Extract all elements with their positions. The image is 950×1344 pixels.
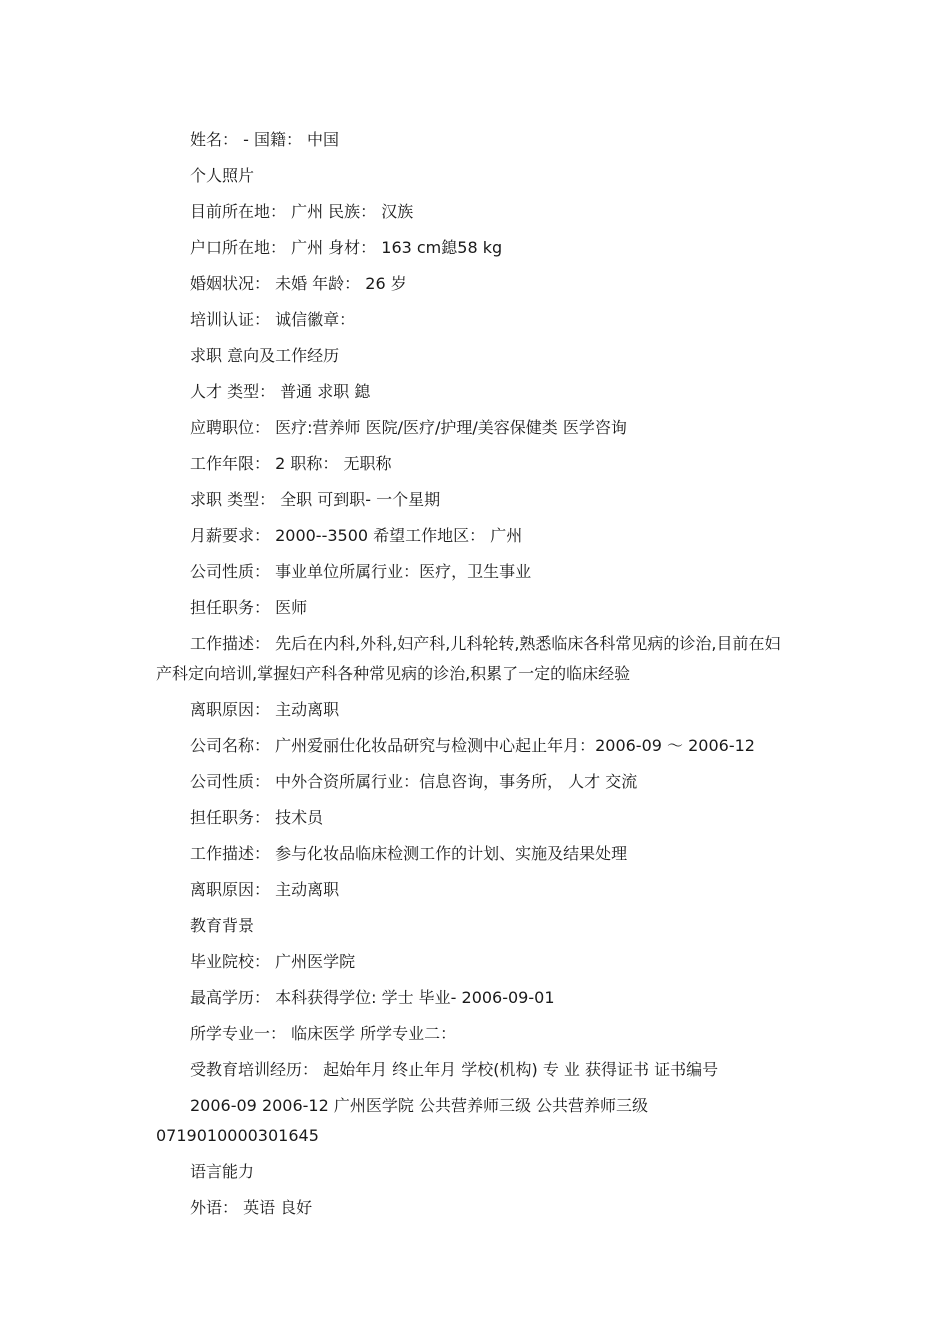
section-heading-intention: 求职 意向及工作经历 xyxy=(190,346,340,365)
location-ethnicity-line: 目前所在地： 广州 民族： 汉族 xyxy=(190,202,414,221)
foreign-language-line: 外语： 英语 良好 xyxy=(190,1198,313,1217)
position-applied-line: 应聘职位： 医疗:营养师 医院/医疗/护理/美容保健类 医学咨询 xyxy=(190,418,627,437)
company-nature-line-1: 公司性质： 事业单位所属行业：医疗，卫生事业 xyxy=(190,562,532,581)
job-type-line: 求职 类型： 全职 可到职- 一个星期 xyxy=(190,490,441,509)
section-heading-language: 语言能力 xyxy=(190,1162,255,1181)
hukou-height-line: 户口所在地： 广州 身材： 163 cm鎴58 kg xyxy=(190,238,503,257)
company-nature-line-2: 公司性质： 中外合资所属行业：信息咨询，事务所， 人才 交流 xyxy=(190,772,638,791)
work-years-line: 工作年限： 2 职称： 无职称 xyxy=(190,454,392,473)
job-description-line-1: 工作描述： 先后在内科,外科,妇产科,儿科轮转,熟悉临床各科常见病的诊治,目前在妇产科定向培训,掌握妇产科各种常见病的诊治,积累了一定的临床经验 xyxy=(156,634,781,683)
job-description-line-2: 工作描述： 参与化妆品临床检测工作的计划、实施及结果处理 xyxy=(190,844,628,863)
leave-reason-line-1: 离职原因： 主动离职 xyxy=(190,700,340,719)
job-title-line-1: 担任职务： 医师 xyxy=(190,598,308,617)
training-header-line: 受教育培训经历： 起始年月 终止年月 学校(机构) 专 业 获得证书 证书编号 xyxy=(190,1060,719,1079)
company-name-line: 公司名称： 广州爱丽仕化妆品研究与检测中心起止年月：2006-09 ～ 2006-12 xyxy=(190,736,755,755)
talent-type-line: 人才 类型： 普通 求职 鎴 xyxy=(190,382,371,401)
school-line: 毕业院校： 广州医学院 xyxy=(190,952,356,971)
salary-area-line: 月薪要求： 2000--3500 希望工作地区： 广州 xyxy=(190,526,523,545)
training-record-line: 2006-09 2006-12 广州医学院 公共营养师三级 公共营养师三级 0719010000301645 xyxy=(156,1096,649,1145)
section-heading-education: 教育背景 xyxy=(190,916,255,935)
photo-label: 个人照片 xyxy=(190,166,255,185)
resume-content xyxy=(156,122,796,1226)
leave-reason-line-2: 离职原因： 主动离职 xyxy=(190,880,340,899)
name-nationality-line: 姓名： - 国籍： 中国 xyxy=(190,130,340,149)
degree-line: 最高学历： 本科获得学位: 学士 毕业- 2006-09-01 xyxy=(190,988,555,1007)
marital-age-line: 婚姻状况： 未婚 年龄： 26 岁 xyxy=(190,274,407,293)
certification-line: 培训认证： 诚信徽章： xyxy=(190,310,356,329)
job-title-line-2: 担任职务： 技术员 xyxy=(190,808,324,827)
major-line: 所学专业一： 临床医学 所学专业二： xyxy=(190,1024,457,1043)
